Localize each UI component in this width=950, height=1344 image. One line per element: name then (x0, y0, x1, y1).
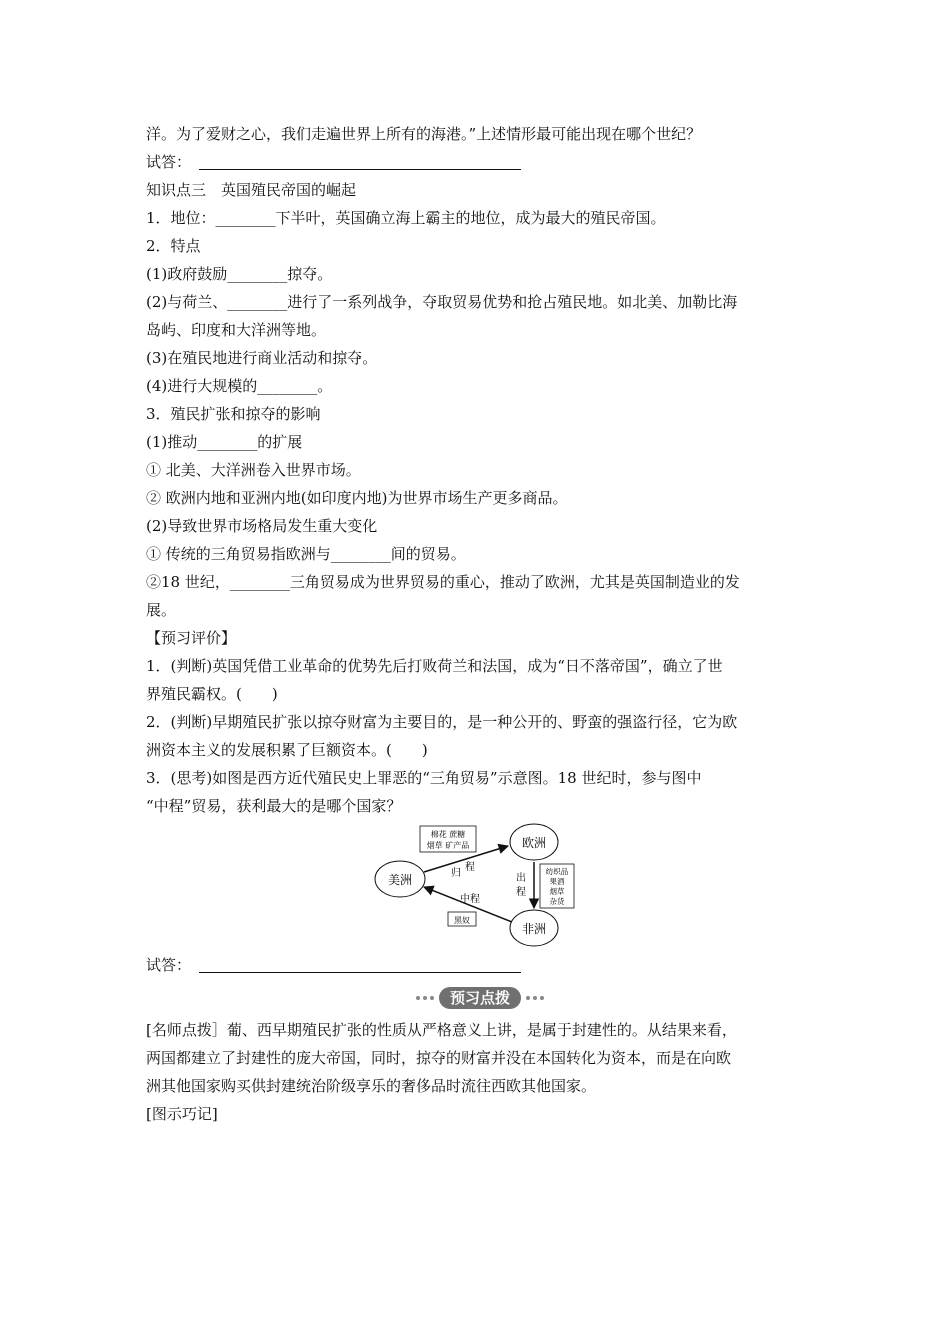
outward-goods-label: 纺织品 (545, 867, 569, 876)
return-goods-label: 烟草 矿产品 (426, 841, 470, 850)
return-leg-label: 归 (451, 868, 461, 879)
answer-prompt (146, 955, 521, 975)
text-line: [名师点拨］葡、西早期殖民扩张的性质从严格意义上讲，是属于封建性的。从结果来看， (146, 1021, 737, 1039)
text-line: 洲其他国家购买供封建统治阶级享乐的奢侈品时流往西欧其他国家。 (146, 1077, 597, 1095)
text-line: (3)在殖民地进行商业活动和掠夺。 (146, 349, 378, 367)
text-line: 1．地位：________下半叶，英国确立海上霸主的地位，成为最大的殖民帝国。 (146, 209, 666, 227)
text-line: (1)政府鼓励________掠夺。 (146, 265, 333, 283)
answer-prompt (146, 152, 521, 172)
text-line: 两国都建立了封建性的庞大帝国，同时，掠夺的财富并没在本国转化为资本，而是在向欧 (146, 1049, 732, 1067)
middle-leg-label: 中程 (460, 894, 480, 905)
outward-goods-label: 果酒 (549, 877, 565, 886)
preview-tips-badge (0, 985, 950, 1011)
text-line: 展。 (146, 601, 177, 619)
text-line: ②18 世纪，________三角贸易成为世界贸易的重心，推动了欧洲，尤其是英国制造业的发 (146, 573, 740, 591)
section-heading: 【预习评价】 (146, 629, 237, 647)
text-line: 界殖民霸权。( ) (146, 685, 278, 703)
text-line: “中程”贸易，获利最大的是哪个国家？ (146, 797, 402, 815)
section-heading: 知识点三 英国殖民帝国的崛起 (146, 181, 357, 199)
text-line: (1)推动________的扩展 (146, 433, 303, 451)
triangle-trade-diagram (370, 822, 590, 952)
slaves-label: 黑奴 (454, 916, 470, 925)
text-line: (4)进行大规模的________。 (146, 377, 333, 395)
text-line: 洲资本主义的发展积累了巨额资本。( ) (146, 741, 428, 759)
answer-label: 试答： (146, 956, 192, 974)
text-line: 3．殖民扩张和掠夺的影响 (146, 405, 321, 423)
text-line: 1．(判断)英国凭借工业革命的优势先后打败荷兰和法国，成为“日不落帝国”，确立了世 (146, 657, 723, 675)
text-line: 岛屿、印度和大洋洲等地。 (146, 321, 327, 339)
text-line: [图示巧记] (146, 1105, 218, 1123)
preview-tips-title: 预习点拨 (449, 989, 511, 1007)
outward-goods-label: 烟草 (549, 887, 565, 896)
text-line: (2)导致世界市场格局发生重大变化 (146, 517, 378, 535)
text-line: 3．(思考)如图是西方近代殖民史上罪恶的“三角贸易”示意图。18 世纪时，参与图中 (146, 769, 702, 787)
africa-label: 非洲 (521, 922, 547, 936)
text-line: ① 北美、大洋洲卷入世界市场。 (146, 461, 361, 479)
outward-leg-label: 出 (516, 873, 526, 884)
return-leg-label: 程 (465, 862, 475, 873)
outward-goods-label: 杂货 (549, 897, 565, 906)
text-line: ② 欧洲内地和亚洲内地(如印度内地)为世界市场生产更多商品。 (146, 489, 568, 507)
text-line: 2．特点 (146, 237, 201, 255)
answer-label: 试答： (146, 153, 192, 171)
europe-label: 欧洲 (521, 836, 547, 850)
answer-blank[interactable] (199, 956, 521, 973)
return-goods-label: 棉花 蔗糖 (430, 830, 466, 839)
text-line: (2)与荷兰、________进行了一系列战争，夺取贸易优势和抢占殖民地。如北美、加勒比海 (146, 293, 738, 311)
text-line: 洋。为了爱财之心，我们走遍世界上所有的海港。”上述情形最可能出现在哪个世纪？ (146, 125, 702, 143)
outward-leg-label: 程 (516, 887, 526, 898)
americas-label: 美洲 (387, 873, 413, 887)
text-line: 2．(判断)早期殖民扩张以掠夺财富为主要目的，是一种公开的、野蛮的强盗行径，它为欧 (146, 713, 738, 731)
answer-blank[interactable] (199, 153, 521, 170)
text-line: ① 传统的三角贸易指欧洲与________间的贸易。 (146, 545, 466, 563)
